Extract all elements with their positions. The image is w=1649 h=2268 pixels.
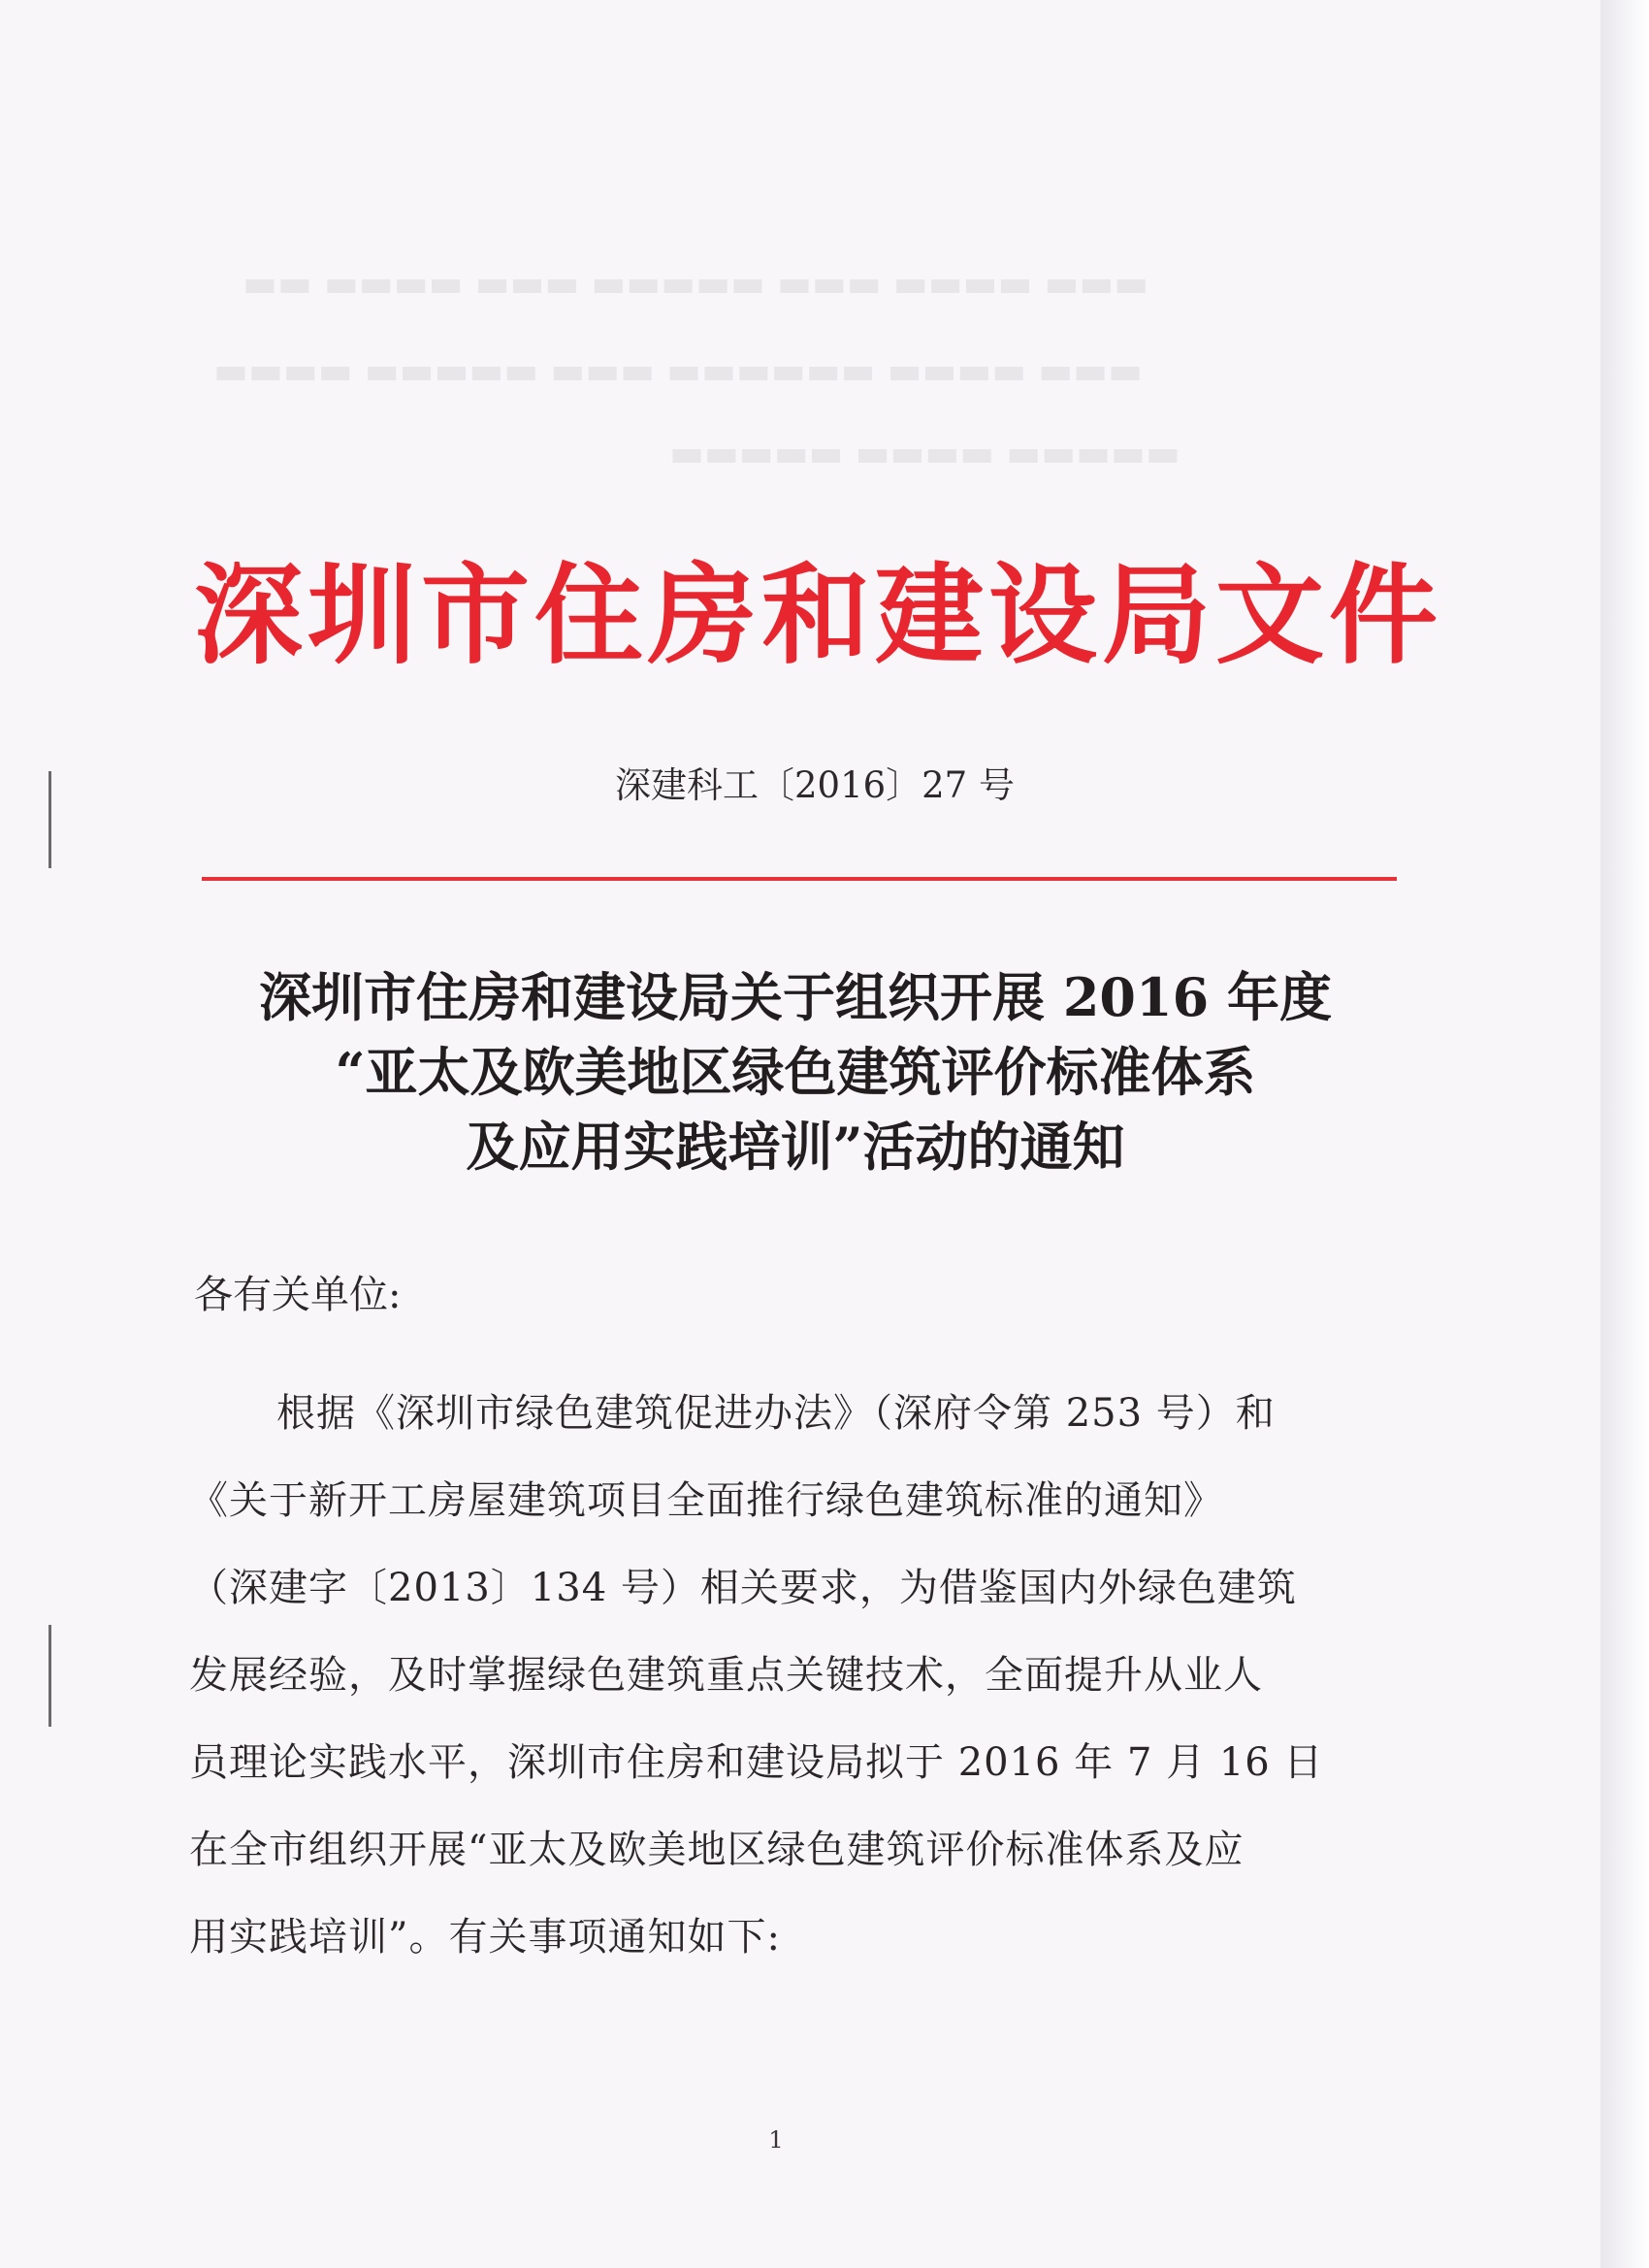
notice-title: [165, 960, 1426, 1184]
body-line: 在全市组织开展“亚太及欧美地区绿色建筑评价标准体系及应: [189, 1828, 1245, 1872]
body-line: （深建字〔2013〕134 号）相关要求，为借鉴国内外绿色建筑: [189, 1566, 1297, 1610]
salutation: 各有关单位:: [194, 1273, 402, 1317]
document-number: 深建科工〔2016〕27 号: [614, 764, 1015, 806]
page-edge: [1600, 0, 1649, 2268]
document-header-title: 深圳市住房和建设局文件: [194, 553, 1442, 679]
reverse-side-bleed: ▬▬▬▬▬ ▬▬▬▬ ▬▬▬▬▬: [669, 432, 1180, 474]
body-line: 用实践培训”。有关事项通知如下:: [189, 1915, 781, 1960]
body-line: 员理论实践水平，深圳市住房和建设局拟于 2016 年 7 月 16 日: [189, 1740, 1324, 1785]
body-line: 根据《深圳市绿色建筑促进办法》（深府令第 253 号）和: [276, 1391, 1276, 1436]
body-line: 发展经验，及时掌握绿色建筑重点关键技术，全面提升从业人: [189, 1653, 1263, 1698]
notice-title-line: “亚太及欧美地区绿色建筑评价标准体系: [335, 1041, 1256, 1103]
page-number: 1: [768, 2126, 784, 2154]
body-line: 《关于新开工房屋建筑项目全面推行绿色建筑标准的通知》: [189, 1478, 1223, 1523]
notice-title-line: 及应用实践培训”活动的通知: [466, 1116, 1125, 1178]
body-paragraph: [189, 1370, 1392, 1981]
notice-title-line: 深圳市住房和建设局关于组织开展 2016 年度: [259, 966, 1332, 1028]
binding-hole-mark: [48, 771, 51, 868]
header-red-rule: [202, 877, 1397, 881]
reverse-side-bleed: ▬▬▬▬ ▬▬▬▬▬ ▬▬▬ ▬▬▬▬▬▬ ▬▬▬▬ ▬▬▬: [213, 349, 1143, 392]
binding-hole-mark: [48, 1625, 51, 1727]
reverse-side-bleed: ▬▬ ▬▬▬▬ ▬▬▬ ▬▬▬▬▬ ▬▬▬ ▬▬▬▬ ▬▬▬: [242, 262, 1149, 305]
